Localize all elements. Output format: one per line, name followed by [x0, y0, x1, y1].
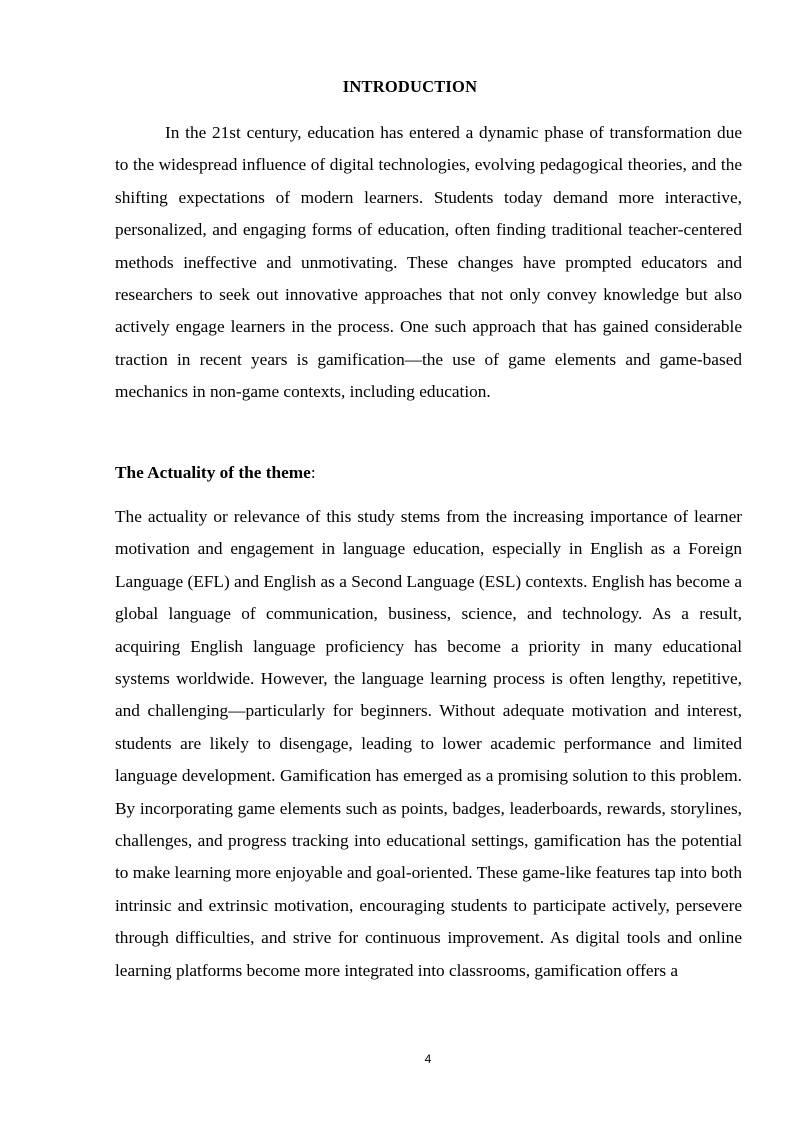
- page-title: INTRODUCTION: [342, 77, 478, 96]
- actuality-paragraph: The actuality or relevance of this study stems from the increasing importance of learner motivation and engagement in language education, especially in English as a Foreign Language (EFL) and English as a Second Language (ESL) contexts. English has become a global language of communication, business, science, and technology. As a result, acquiring English language proficiency has become a priority in many educational systems worldwide. However, the language learning process is often lengthy, repetitive, and challenging—particularly for beginners. Without adequate motivation and interest, students are likely to disengage, leading to lower academic performance and limited language development. Gamification has emerged as a promising solution to this problem. By incorporating game elements such as points, badges, leaderboards, rewards, storylines, challenges, and progress tracking into educational settings, gamification has the potential to make learning more enjoyable and goal-oriented. These game-like features tap into both intrinsic and extrinsic motivation, encouraging students to participate actively, persevere through difficulties, and strive for continuous improvement. As digital tools and online learning platforms become more integrated into classrooms, gamification offers a: [115, 507, 742, 980]
- section-heading: [115, 457, 316, 489]
- intro-paragraph: In the 21st century, education has entered a dynamic phase of transformation due to the widespread influence of digital technologies, evolving pedagogical theories, and the shifting expectations of modern learners. Students today demand more interactive, personalized, and engaging forms of education, often finding traditional teacher-centered methods ineffective and unmotivating. These changes have prompted educators and researchers to seek out innovative approaches that not only convey knowledge but also actively engage learners in the process. One such approach that has gained considerable traction in recent years is gamification—the use of game elements and game-based mechanics in non-game contexts, including education.: [115, 123, 742, 402]
- section-heading-suffix: :: [310, 463, 316, 482]
- section-heading-label: The Actuality of the theme: [115, 463, 311, 482]
- page-number: 4: [424, 1052, 432, 1066]
